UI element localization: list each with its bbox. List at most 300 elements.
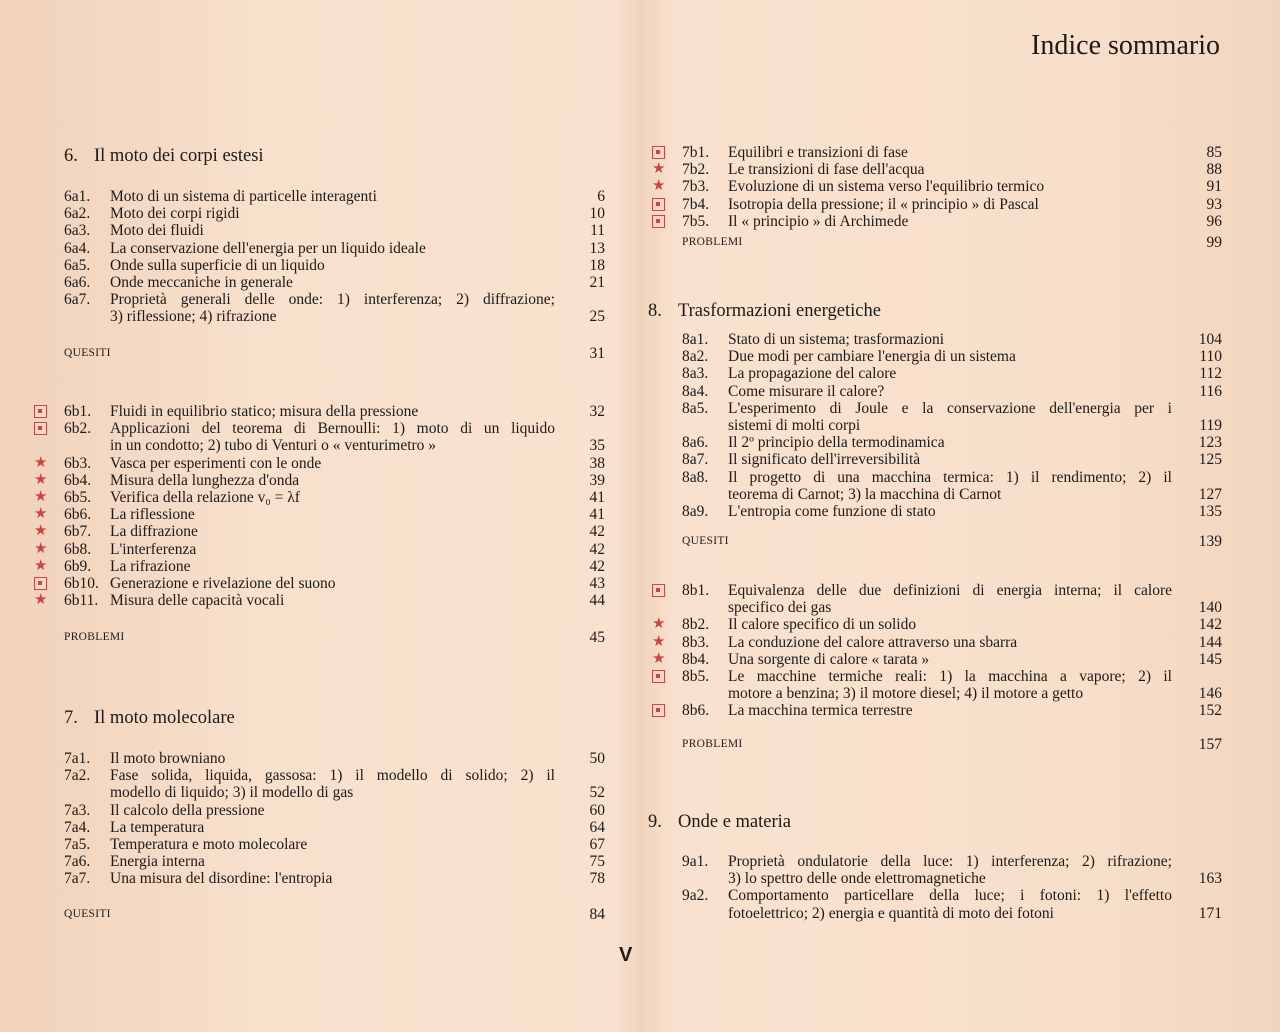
page-number: 13: [589, 239, 605, 257]
section-label-row: [64, 345, 605, 362]
entry-title: [110, 558, 605, 575]
toc-entry[interactable]: [64, 274, 605, 291]
entry-code: 6b7.: [64, 523, 92, 541]
page-number: 127: [1198, 485, 1222, 503]
entry-title-line: Onde sulla superficie di un liquido: [110, 256, 325, 274]
entry-code: 8a5.: [682, 399, 709, 417]
chapter-title-row: [648, 300, 1222, 322]
square-marker-icon: [652, 215, 665, 228]
page-number: 85: [1206, 144, 1222, 161]
entry-title: [110, 870, 605, 887]
entry-code: 9a2.: [682, 887, 709, 905]
toc-entry[interactable]: [64, 853, 605, 870]
entry-code: 7a5.: [64, 836, 91, 854]
page-number: 123: [1198, 434, 1222, 452]
entry-code: 6b8.: [64, 540, 92, 558]
star-marker-icon: ★: [34, 489, 48, 506]
entry-code: 6a3.: [64, 222, 91, 240]
toc-entry[interactable]: [64, 870, 605, 887]
entry-title: [728, 668, 1222, 702]
section-label: PROBLEMI: [682, 236, 743, 248]
entry-title-line: Le transizioni di fase dell'acqua: [728, 161, 925, 179]
chapter-heading: [648, 300, 1222, 322]
entry-code: 8b5.: [682, 668, 710, 686]
chapter-number: 8.: [648, 301, 662, 321]
section-label-row: [682, 533, 1222, 550]
entry-code: 8a6.: [682, 434, 709, 452]
toc-entry[interactable]: [652, 633, 1222, 651]
entry-code: 8b4.: [682, 650, 710, 668]
entry-code: 7a6.: [64, 853, 91, 871]
entry-title: [728, 702, 1222, 719]
toc-entry[interactable]: [682, 434, 1222, 451]
page-number: 152: [1198, 702, 1222, 720]
entry-title: [110, 802, 605, 819]
square-marker-icon: [34, 405, 47, 418]
entry-title-line: Evoluzione di un sistema verso l'equilibrio termico: [728, 178, 1045, 196]
entry-title: [728, 383, 1222, 400]
toc-entry[interactable]: [34, 454, 605, 472]
page-number: 119: [1199, 417, 1222, 435]
page-number: 6: [597, 188, 605, 205]
chapter-title: Il moto dei corpi estesi: [94, 146, 264, 166]
star-marker-icon: ★: [34, 506, 48, 523]
toc-entry[interactable]: [682, 887, 1222, 921]
page-number: 145: [1198, 650, 1222, 668]
toc-entry[interactable]: [64, 403, 605, 420]
entry-code: 8a7.: [682, 451, 709, 469]
entry-code: 6a6.: [64, 274, 91, 292]
entry-code: 8b3.: [682, 633, 710, 651]
entry-title-line: Moto di un sistema di particelle interagenti: [110, 188, 377, 205]
page-number: 110: [1199, 348, 1222, 366]
entry-code: 6b9.: [64, 557, 92, 575]
entry-code: 7a1.: [64, 750, 91, 767]
entry-list: [652, 582, 1222, 720]
toc-entry[interactable]: [652, 650, 1222, 668]
entry-title-line: specifico dei gas: [728, 599, 832, 617]
entry-list: [652, 144, 1222, 230]
page-number: 157: [1198, 736, 1222, 753]
entry-code: 6a4.: [64, 239, 91, 257]
entry-code: 7b3.: [682, 178, 710, 196]
entry-code: 6b5.: [64, 489, 92, 507]
page-number: V: [619, 944, 633, 966]
entry-title-line: Equilibri e transizioni di fase: [728, 144, 908, 161]
toc-entry[interactable]: [64, 188, 605, 205]
entry-code: 6a7.: [64, 291, 91, 309]
entry-title-line: L'interferenza: [110, 540, 197, 558]
page-number: 25: [589, 308, 605, 326]
entry-title-line: Proprietà ondulatorie della luce: 1) interferenza; 2) rifrazione;: [728, 853, 1172, 870]
toc-entry[interactable]: [64, 291, 605, 325]
toc-entry[interactable]: [34, 471, 605, 489]
entry-title-line: in un condotto; 2) tubo di Venturi o « venturimetro »: [110, 437, 437, 455]
page-number: 67: [589, 836, 605, 854]
entry-title-line: Il calore specifico di un solido: [728, 616, 917, 634]
entry-title-line: Il progetto di una macchina termica: 1) il rendimento; 2) il: [728, 468, 1172, 486]
entry-title-line: Misura delle capacità vocali: [110, 592, 285, 610]
entry-list: [64, 188, 605, 326]
entry-title: [110, 291, 605, 325]
chapter-title-row: [64, 145, 605, 167]
entry-title-line: Il significato dell'irreversibilità: [728, 451, 921, 469]
chapter-heading: [64, 707, 605, 729]
toc-entry[interactable]: [682, 383, 1222, 400]
page-number: 38: [589, 454, 605, 472]
section-label: QUESITI: [64, 347, 111, 359]
page-number: 42: [589, 540, 605, 558]
star-marker-icon: ★: [652, 616, 666, 633]
entry-title-line: Moto dei fluidi: [110, 222, 204, 240]
page-number: 60: [589, 801, 605, 819]
page-number: 31: [589, 345, 605, 362]
page-number: 41: [589, 489, 605, 507]
entry-code: 7b4.: [682, 195, 710, 213]
page-title: Indice sommario: [1031, 30, 1220, 61]
toc-entry[interactable]: [682, 668, 1222, 702]
page-number: 112: [1199, 365, 1222, 383]
entry-list: [34, 403, 605, 610]
toc-entry[interactable]: [34, 557, 605, 575]
entry-title-line: Temperatura e moto molecolare: [110, 836, 308, 854]
entry-title-line: La rifrazione: [110, 557, 191, 575]
chapter-heading: [648, 811, 1222, 833]
entry-title: [728, 853, 1222, 887]
entry-code: 8a8.: [682, 468, 709, 486]
toc-entry[interactable]: [64, 802, 605, 819]
entry-title-line: Vasca per esperimenti con le onde: [110, 454, 322, 472]
entry-code: 6b3.: [64, 454, 92, 472]
entry-title-line: Proprietà generali delle onde: 1) interferenza; 2) diffrazione;: [110, 291, 555, 309]
toc-entry[interactable]: [64, 575, 605, 592]
toc-entry[interactable]: [64, 257, 605, 274]
entry-title-line: Verifica della relazione v₀ = λf: [110, 489, 300, 507]
page-number: 18: [589, 256, 605, 274]
entry-code: 8a4.: [682, 382, 709, 400]
page-number: 11: [590, 222, 605, 240]
toc-entry[interactable]: [652, 161, 1222, 179]
entry-title: [728, 348, 1222, 365]
page-number: 39: [589, 471, 605, 489]
entry-title: [728, 451, 1222, 468]
toc-entry[interactable]: [34, 540, 605, 558]
entry-code: 7a4.: [64, 818, 91, 836]
toc-entry[interactable]: [682, 365, 1222, 382]
entry-title: [110, 523, 605, 540]
entry-title: [110, 489, 605, 506]
entry-title-line: L'esperimento di Joule e la conservazione dell'energia per i: [728, 399, 1172, 417]
entry-title-line: Onde meccaniche in generale: [110, 274, 293, 292]
entry-title: [110, 257, 605, 274]
entry-code: 8b2.: [682, 616, 710, 634]
entry-code: 6b2.: [64, 420, 92, 438]
toc-entry[interactable]: [682, 348, 1222, 365]
chapter-heading: [64, 145, 605, 167]
entry-title: [728, 616, 1222, 633]
entry-title: [728, 161, 1222, 178]
label-row: [682, 533, 1222, 550]
entry-code: 6b11.: [64, 592, 99, 610]
entry-title-line: modello di liquido; 3) il modello di gas: [110, 784, 354, 802]
page-number: 50: [589, 750, 605, 767]
entry-title-line: Il 2º principio della termodinamica: [728, 434, 945, 452]
page-number: 96: [1206, 212, 1222, 230]
entry-title-line: La conservazione dell'energia per un liquido ideale: [110, 239, 426, 257]
section-label: PROBLEMI: [64, 631, 125, 643]
label-row: [64, 629, 605, 646]
star-marker-icon: ★: [34, 540, 48, 557]
entry-title-line: Il moto browniano: [110, 750, 226, 767]
entry-title-line: La macchina termica terrestre: [728, 702, 913, 720]
chapter-title: Il moto molecolare: [94, 708, 235, 728]
entry-code: 6a5.: [64, 256, 91, 274]
entry-code: 7b5.: [682, 212, 710, 230]
entry-title: [728, 434, 1222, 451]
toc-entry[interactable]: [64, 222, 605, 239]
page-number: 45: [589, 629, 605, 646]
entry-title: [728, 196, 1222, 213]
entry-title-line: Isotropia della pressione; il « principio » di Pascal: [728, 195, 1039, 213]
section-label-row: [682, 736, 1222, 753]
entry-title: [110, 274, 605, 291]
page-number: 135: [1198, 503, 1222, 521]
entry-list: [682, 853, 1222, 922]
toc-entry[interactable]: [682, 503, 1222, 520]
entry-title-line: Misura della lunghezza d'onda: [110, 471, 300, 489]
entry-title-line: Una misura del disordine: l'entropia: [110, 870, 333, 888]
entry-title: [728, 503, 1222, 520]
entry-title: [728, 178, 1222, 195]
label-row: [682, 736, 1222, 753]
page-number: 140: [1198, 599, 1222, 617]
entry-title: [110, 767, 605, 801]
star-marker-icon: ★: [652, 178, 666, 195]
toc-entry[interactable]: [682, 582, 1222, 616]
entry-code: 7a2.: [64, 767, 91, 785]
toc-entry[interactable]: [64, 750, 605, 767]
entry-title: [110, 188, 605, 205]
entry-code: 6a2.: [64, 205, 91, 223]
toc-entry[interactable]: [682, 702, 1222, 719]
page-number: 75: [589, 853, 605, 871]
entry-code: 6b6.: [64, 506, 92, 524]
entry-title: [110, 420, 605, 454]
toc-entry[interactable]: [652, 616, 1222, 634]
section-label-row: [64, 629, 605, 646]
entry-code: 8a2.: [682, 348, 709, 366]
entry-title-line: Il « principio » di Archimede: [728, 212, 909, 230]
page-number: 93: [1206, 195, 1222, 213]
page-number: 42: [589, 523, 605, 541]
toc-entry[interactable]: [682, 469, 1222, 503]
entry-title: [110, 592, 605, 609]
page-number: 91: [1206, 178, 1222, 196]
toc-entry[interactable]: [34, 523, 605, 541]
entry-title-line: La temperatura: [110, 818, 205, 836]
toc-entry[interactable]: [34, 489, 605, 507]
square-marker-icon: [652, 584, 665, 597]
entry-title: [110, 853, 605, 870]
toc-entry[interactable]: [64, 420, 605, 454]
page-number: 42: [589, 557, 605, 575]
section-label: QUESITI: [64, 908, 111, 920]
entry-title: [728, 331, 1222, 348]
entry-code: 6b10.: [64, 575, 99, 593]
entry-title-line: Stato di un sistema; trasformazioni: [728, 331, 945, 348]
toc-entry[interactable]: [64, 819, 605, 836]
entry-title: [728, 213, 1222, 230]
toc-entry[interactable]: [34, 592, 605, 610]
entry-title: [728, 887, 1222, 921]
entry-title-line: sistemi di molti corpi: [728, 417, 861, 435]
entry-title-line: Fase solida, liquida, gassosa: 1) il modello di solido; 2) il: [110, 767, 555, 785]
entry-title: [728, 651, 1222, 668]
square-marker-icon: [652, 704, 665, 717]
entry-title-line: La riflessione: [110, 506, 195, 524]
toc-entry[interactable]: [64, 767, 605, 801]
toc-entry[interactable]: [682, 451, 1222, 468]
entry-code: 8a3.: [682, 365, 709, 383]
entry-list: [64, 750, 605, 888]
section-label-row: [64, 906, 605, 923]
toc-entry[interactable]: [682, 213, 1222, 230]
entry-title-line: Le macchine termiche reali: 1) la macchina a vapore; 2) il: [728, 668, 1172, 686]
page-number: 78: [589, 870, 605, 888]
section-label: PROBLEMI: [682, 738, 743, 750]
toc-entry[interactable]: [34, 506, 605, 524]
star-marker-icon: ★: [34, 454, 48, 471]
page-number: 44: [589, 592, 605, 610]
entry-title: [110, 836, 605, 853]
entry-title: [728, 400, 1222, 434]
section-label-row: [682, 234, 1222, 251]
page-number: 21: [589, 274, 605, 292]
page-number: 142: [1198, 616, 1222, 634]
square-marker-icon: [34, 422, 47, 435]
entry-title-line: La conduzione del calore attraverso una sbarra: [728, 633, 1018, 651]
toc-entry[interactable]: [682, 400, 1222, 434]
entry-title: [728, 365, 1222, 382]
entry-title: [110, 222, 605, 239]
entry-title: [110, 575, 605, 592]
chapter-number: 7.: [64, 708, 78, 728]
page-number: 52: [589, 784, 605, 802]
page-number: 171: [1198, 904, 1222, 922]
entry-title-line: Moto dei corpi rigidi: [110, 205, 240, 223]
entry-code: 7a3.: [64, 801, 91, 819]
entry-title: [728, 634, 1222, 651]
entry-code: 8a9.: [682, 503, 709, 521]
square-marker-icon: [34, 577, 47, 590]
star-marker-icon: ★: [34, 592, 48, 609]
label-row: [682, 234, 1222, 251]
entry-title: [728, 582, 1222, 616]
page-number: 163: [1198, 870, 1222, 888]
chapter-number: 9.: [648, 812, 662, 832]
entry-title-line: Due modi per cambiare l'energia di un sistema: [728, 348, 1016, 366]
page-number: 32: [589, 403, 605, 420]
entry-title: [110, 205, 605, 222]
entry-title-line: Generazione e rivelazione del suono: [110, 575, 336, 593]
entry-code: 6a1.: [64, 188, 91, 205]
toc-entry[interactable]: [64, 240, 605, 257]
toc-entry[interactable]: [682, 331, 1222, 348]
page-number: 41: [589, 506, 605, 524]
entry-title-line: Equivalenza delle due definizioni di energia interna; il calore: [728, 582, 1172, 599]
chapter-title: Onde e materia: [678, 812, 791, 832]
entry-code: 8a1.: [682, 331, 709, 348]
star-marker-icon: ★: [34, 557, 48, 574]
toc-entry[interactable]: [652, 178, 1222, 196]
page-number: 84: [589, 906, 605, 923]
entry-title-line: Il calcolo della pressione: [110, 801, 265, 819]
page-number: 35: [589, 437, 605, 455]
entry-title: [110, 750, 605, 767]
page-number: 88: [1206, 161, 1222, 179]
entry-title-line: Una sorgente di calore « tarata »: [728, 650, 930, 668]
star-marker-icon: ★: [652, 161, 666, 178]
page-number: 99: [1206, 234, 1222, 251]
star-marker-icon: ★: [652, 633, 666, 650]
page-number: 104: [1198, 331, 1222, 348]
page-number: 146: [1198, 685, 1222, 703]
square-marker-icon: [652, 198, 665, 211]
entry-title-line: teorema di Carnot; 3) la macchina di Carnot: [728, 485, 1002, 503]
entry-title-line: Applicazioni del teorema di Bernoulli: 1) moto di un liquido: [110, 420, 555, 438]
star-marker-icon: ★: [652, 650, 666, 667]
toc-entry[interactable]: [682, 144, 1222, 161]
entry-title-line: Comportamento particellare della luce; i fotoni: 1) l'effetto: [728, 887, 1172, 905]
entry-title: [110, 541, 605, 558]
chapter-title: Trasformazioni energetiche: [678, 301, 881, 321]
toc-entry[interactable]: [64, 836, 605, 853]
entry-title: [110, 506, 605, 523]
label-row: [64, 345, 605, 362]
label-row: [64, 906, 605, 923]
entry-code: 7a7.: [64, 870, 91, 888]
entry-title: [728, 144, 1222, 161]
star-marker-icon: ★: [34, 471, 48, 488]
entry-title: [110, 403, 605, 420]
entry-code: 8b1.: [682, 582, 710, 599]
entry-list: [682, 331, 1222, 520]
entry-code: 7b2.: [682, 161, 710, 179]
entry-title-line: Fluidi in equilibrio statico; misura della pressione: [110, 403, 419, 420]
star-marker-icon: ★: [34, 523, 48, 540]
entry-title: [728, 469, 1222, 503]
entry-title-line: 3) riflessione; 4) rifrazione: [110, 308, 277, 326]
toc-entry[interactable]: [682, 196, 1222, 213]
square-marker-icon: [652, 146, 665, 159]
square-marker-icon: [652, 670, 665, 683]
page-number: 10: [589, 205, 605, 223]
section-label: QUESITI: [682, 535, 729, 547]
page-number: 144: [1198, 633, 1222, 651]
page-number: 125: [1198, 451, 1222, 469]
chapter-title-row: [64, 707, 605, 729]
entry-title-line: fotoelettrico; 2) energia e quantità di moto dei fotoni: [728, 904, 1054, 922]
toc-entry[interactable]: [682, 853, 1222, 887]
entry-title: [110, 472, 605, 489]
chapter-title-row: [648, 811, 1222, 833]
entry-title: [110, 455, 605, 472]
page-number: 139: [1198, 533, 1222, 550]
entry-title-line: 3) lo spettro delle onde elettromagnetiche: [728, 870, 986, 888]
toc-entry[interactable]: [64, 205, 605, 222]
entry-title-line: La propagazione del calore: [728, 365, 897, 383]
entry-title-line: La diffrazione: [110, 523, 198, 541]
